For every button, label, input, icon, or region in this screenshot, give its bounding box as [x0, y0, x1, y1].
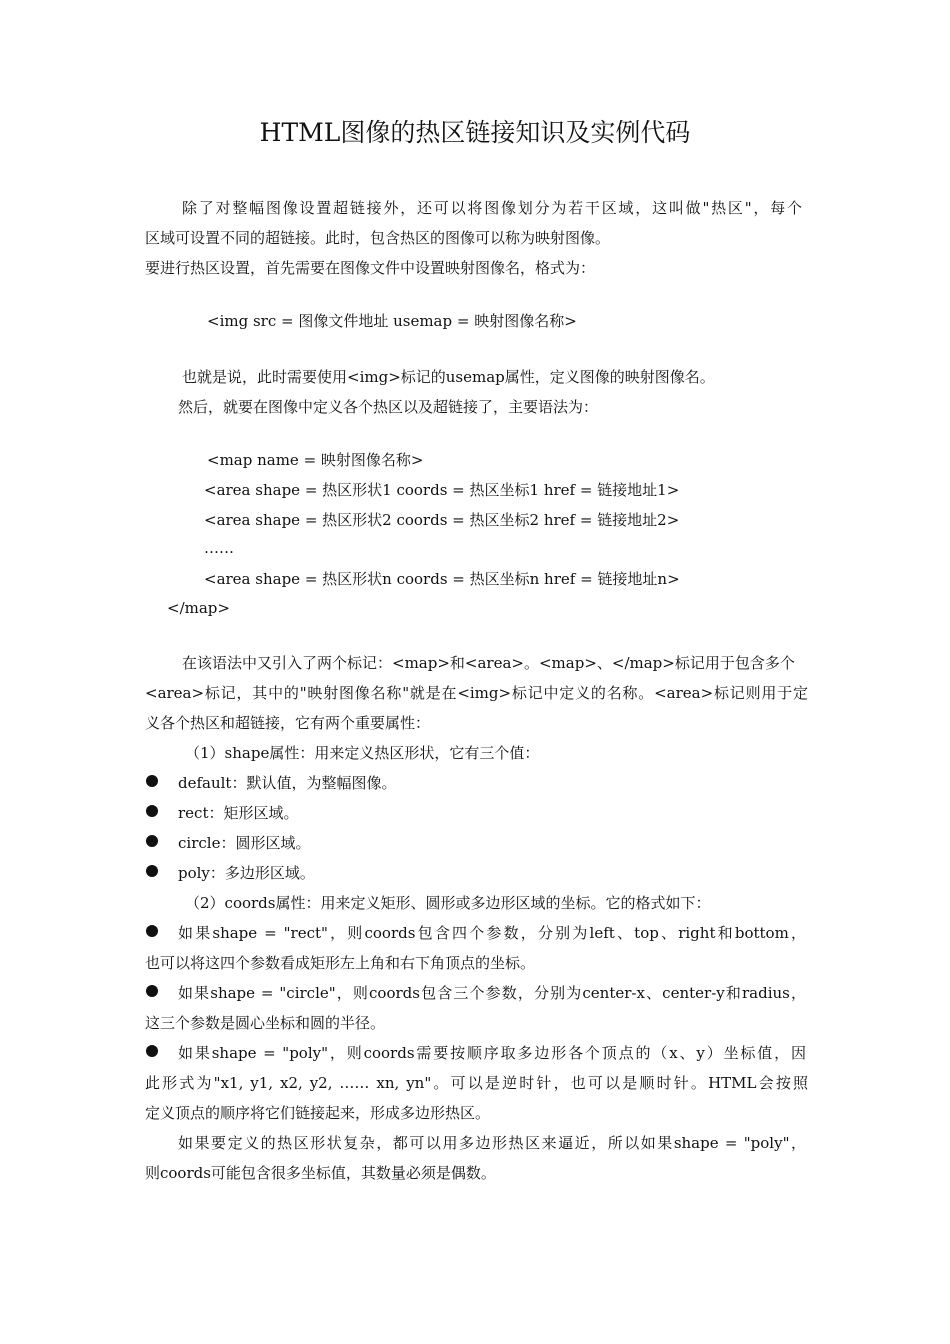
explain-then: 然后，就要在图像中定义各个热区以及超链接了，主要语法为： — [178, 398, 599, 416]
para-tags-line-3: 义各个热区和超链接，它有两个重要属性： — [145, 714, 431, 732]
intro-line-2: 区域可设置不同的超链接。此时，包含热区的图像可以称为映射图像。 — [145, 229, 611, 247]
coords-poly-line-1: 如果shape = "poly"，则coords需要按顺序取多边形各个顶点的（x、y）坐标值，因 — [178, 1044, 806, 1062]
bullet-default — [146, 775, 158, 787]
code-map-open: <map name = 映射图像名称> — [207, 451, 424, 469]
code-area-2: <area shape = 热区形状2 coords = 热区坐标2 href = 链接地址2> — [204, 511, 680, 529]
code-map-close: </map> — [167, 599, 230, 617]
complex-line-1: 如果要定义的热区形状复杂，都可以用多边形热区来逼近，所以如果shape = "poly"， — [178, 1134, 806, 1152]
shape-default: default：默认值，为整幅图像。 — [178, 774, 397, 792]
shape-poly: poly：多边形区域。 — [178, 864, 315, 882]
bullet-coords-rect — [146, 925, 158, 937]
shape-rect: rect：矩形区域。 — [178, 804, 299, 822]
bullet-poly — [146, 865, 158, 877]
shape-circle: circle：圆形区域。 — [178, 834, 311, 852]
bullet-circle — [146, 835, 158, 847]
coords-poly-line-2: 此形式为"x1, y1, x2, y2, …… xn, yn"。可以是逆时针，也可以是顺时针。HTML会按照 — [145, 1074, 808, 1092]
bullet-coords-poly — [146, 1045, 158, 1057]
coords-circle-line-1: 如果shape = "circle"，则coords包含三个参数，分别为center-x、center-y和radius， — [178, 984, 806, 1002]
shape-attr-heading: （1）shape属性：用来定义热区形状，它有三个值： — [185, 744, 540, 762]
code-area-1: <area shape = 热区形状1 coords = 热区坐标1 href = 链接地址1> — [204, 481, 680, 499]
coords-rect-line-1: 如果shape = "rect"，则coords包含四个参数，分别为left、top、right和bottom， — [178, 924, 806, 942]
code-ellipsis: …… — [204, 539, 234, 557]
explain-usemap: 也就是说，此时需要使用<img>标记的usemap属性，定义图像的映射图像名。 — [182, 368, 715, 386]
code-img-usemap: <img src = 图像文件地址 usemap = 映射图像名称> — [207, 312, 577, 330]
intro-line-1: 除了对整幅图像设置超链接外，还可以将图像划分为若干区域，这叫做"热区"，每个 — [182, 199, 802, 217]
document-title: HTML图像的热区链接知识及实例代码 — [259, 118, 691, 147]
coords-attr-heading: （2）coords属性：用来定义矩形、圆形或多边形区域的坐标。它的格式如下： — [185, 894, 711, 912]
intro-line-3: 要进行热区设置，首先需要在图像文件中设置映射图像名，格式为： — [145, 259, 596, 277]
complex-line-2: 则coords可能包含很多坐标值，其数量必须是偶数。 — [145, 1164, 496, 1182]
bullet-rect — [146, 805, 158, 817]
coords-circle-line-2: 这三个参数是圆心坐标和圆的半径。 — [145, 1014, 386, 1032]
coords-poly-line-3: 定义顶点的顺序将它们链接起来，形成多边形热区。 — [145, 1104, 491, 1122]
coords-rect-line-2: 也可以将这四个参数看成矩形左上角和右下角顶点的坐标。 — [145, 954, 536, 972]
code-area-n: <area shape = 热区形状n coords = 热区坐标n href = 链接地址n> — [204, 570, 680, 588]
bullet-coords-circle — [146, 985, 158, 997]
para-tags-line-1: 在该语法中又引入了两个标记：<map>和<area>。<map>、</map>标记用于包含多个 — [182, 654, 795, 672]
para-tags-line-2: <area>标记，其中的"映射图像名称"就是在<img>标记中定义的名称。<area>标记则用于定 — [145, 684, 808, 702]
